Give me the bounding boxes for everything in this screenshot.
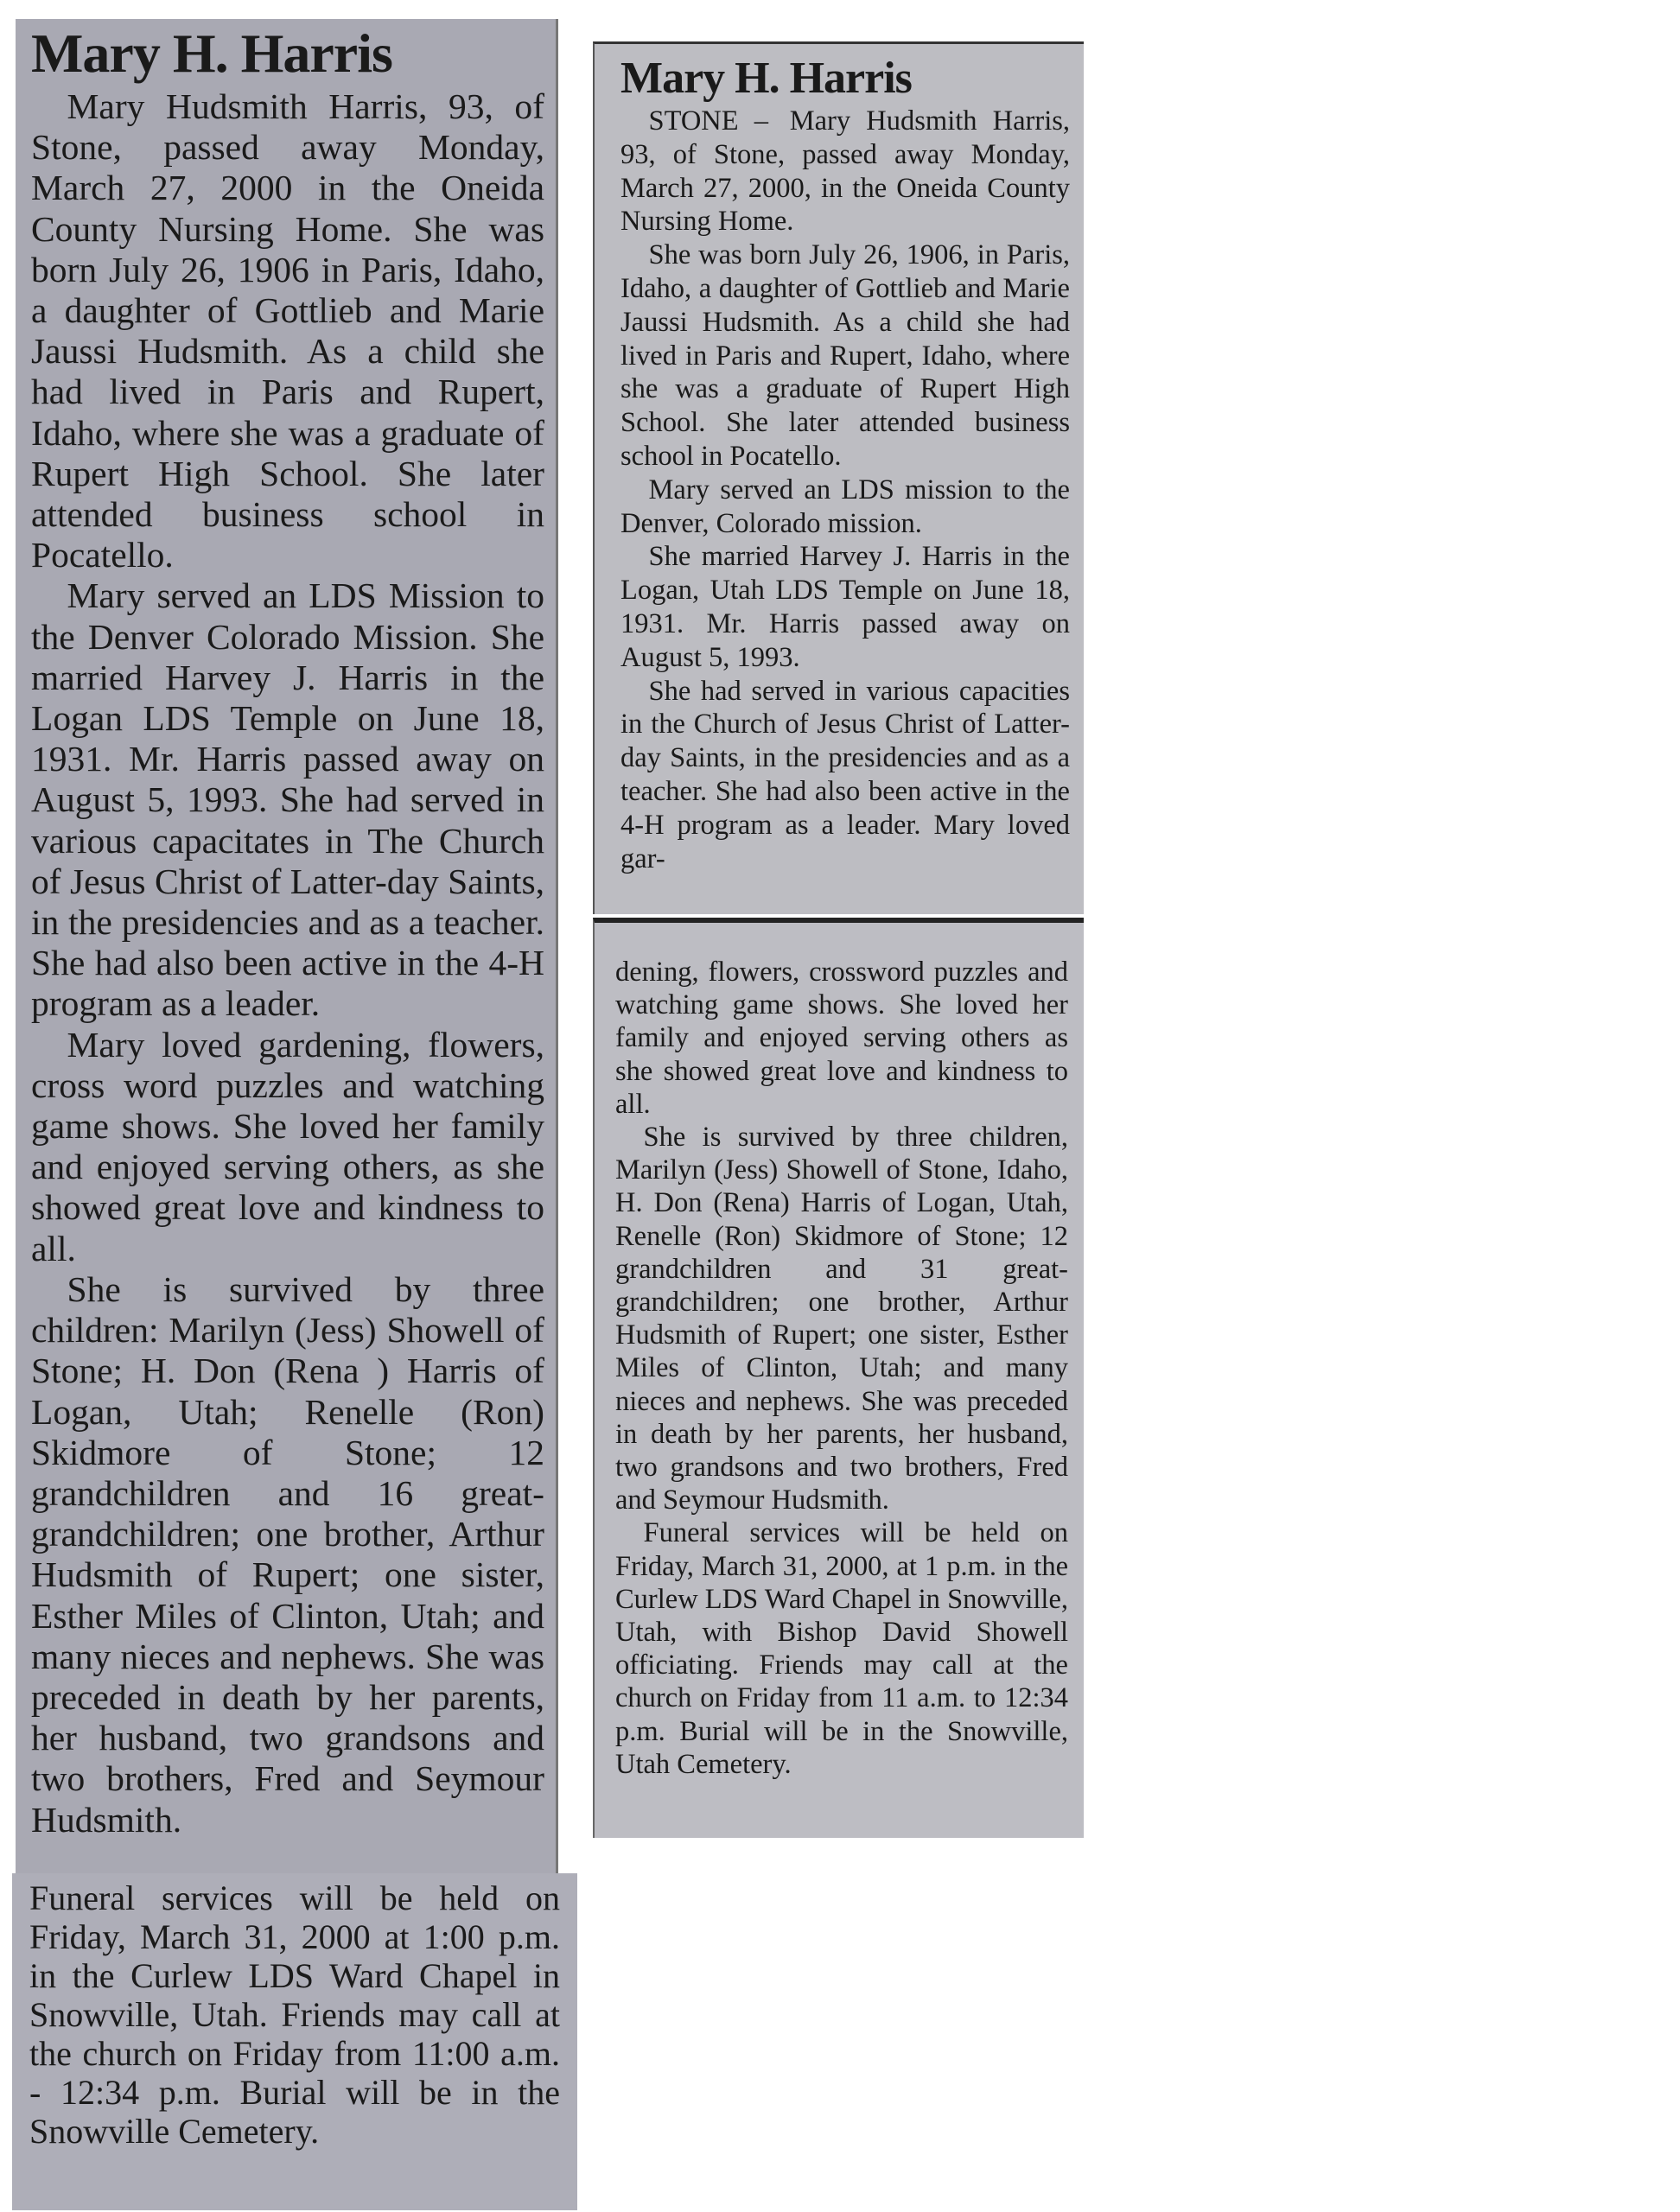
obituary-paragraph: Funeral services will be held on Friday, March 31, 2000, at 1 p.m. in the Curlew LDS Ward Chapel in Snowville, Utah, with Bishop David Showell officiating. Friends may call at the church on Friday from 11 a.m. to 12:34 p.m. Burial will be in the Snowville, Utah Cemetery. (615, 1517, 1068, 1780)
obituary-paragraph (620, 105, 1070, 238)
obituary-paragraph: She was born July 26, 1906, in Paris, Idaho, a daughter of Gottlieb and Marie Jaussi Hudsmith. As a child she had lived in Paris and Rupert, Idaho, where she was a graduate of Rupert High School. She later attended business school in Pocatello. (620, 239, 1070, 472)
obituary-paragraph: She is survived by three children, Marilyn (Jess) Showell of Stone, Idaho, H. Don (Rena) Harris of Logan, Utah, Renelle (Ron) Skidmore of Stone; 12 grandchildren and 31 great-grandchildren; one brother, Arthur Hudsmith of Rupert; one sister, Esther Miles of Clinton, Utah; and many nieces and nephews. She was preceded in death by her parents, her husband, two grandsons and two brothers, Fred and Seymour Hudsmith. (615, 1122, 1068, 1516)
obituary-paragraph: dening, flowers, crossword puzzles and watching game shows. She loved her family and enjoyed serving others as she showed great love and kindness to all. (615, 957, 1068, 1120)
obituary-paragraph: Mary served an LDS mission to the Denver, Colorado mission. (620, 474, 1070, 539)
obituary-lead: Mary Hudsmith Harris, 93, of Stone, passed away Monday, March 27, 2000, in the Oneida County Nursing Home. (620, 105, 1071, 238)
obituary-clipping-long (16, 19, 558, 1878)
obituary-paragraph: She had served in various capacities in the Church of Jesus Christ of Latter-day Saints, in the presidencies and as a teacher. She had also been active in the 4-H program as a leader. Mary loved gar- (620, 675, 1070, 874)
obituary-headline: Mary H. Harris (31, 22, 392, 84)
dateline: STONE – (648, 105, 769, 137)
obituary-paragraph: Mary loved gardening, flowers, cross word puzzles and watching game shows. She loved her family and enjoyed serving others, as she showed great love and kindness to all. (31, 1024, 544, 1268)
obituary-paragraph: Mary served an LDS Mission to the Denver Colorado Mission. She married Harvey J. Harris in the Logan LDS Temple on June 18, 1931. Mr. Harris passed away on August 5, 1993. She had served in various capacitates in The Church of Jesus Christ of Latter-day Saints, in the presidencies and as a teacher. She had also been active in the 4-H program as a leader. (31, 575, 544, 1024)
clipping-edge (556, 19, 558, 1878)
obituary-clipping-long-continued (12, 1873, 577, 2210)
obituary-paragraph: She is survived by three children: Marilyn (Jess) Showell of Stone; H. Don (Rena ) Harris of Logan, Utah; Renelle (Ron) Skidmore of Stone; 12 grandchildren and 16 great-grandchildren; one brother, Arthur Hudsmith of Rupert; one sister, Esther Miles of Clinton, Utah; and many nieces and nephews. She was preceded in death by her parents, her husband, two grandsons and two brothers, Fred and Seymour Hudsmith. (31, 1268, 544, 1840)
obituary-paragraph: She married Harvey J. Harris in the Logan, Utah LDS Temple on June 18, 1931. Mr. Harris passed away on August 5, 1993. (620, 541, 1070, 673)
obituary-clipping-short (593, 41, 1084, 914)
obituary-paragraph: Funeral services will be held on Friday, March 31, 2000 at 1:00 p.m. in the Curlew LDS Ward Chapel in Snowville, Utah. Friends may call at the church on Friday from 11:00 a.m. - 12:34 p.m. Burial will be in the Snowville Cemetery. (29, 1878, 560, 2151)
obituary-clipping-short-continued (593, 918, 1084, 1838)
obituary-paragraph: Mary Hudsmith Harris, 93, of Stone, passed away Monday, March 27, 2000 in the Oneida County Nursing Home. She was born July 26, 1906 in Paris, Idaho, a daughter of Gottlieb and Marie Jaussi Hudsmith. As a child she had lived in Paris and Rupert, Idaho, where she was a graduate of Rupert High School. She later attended business school in Pocatello. (31, 86, 544, 575)
obituary-headline: Mary H. Harris (620, 54, 912, 103)
